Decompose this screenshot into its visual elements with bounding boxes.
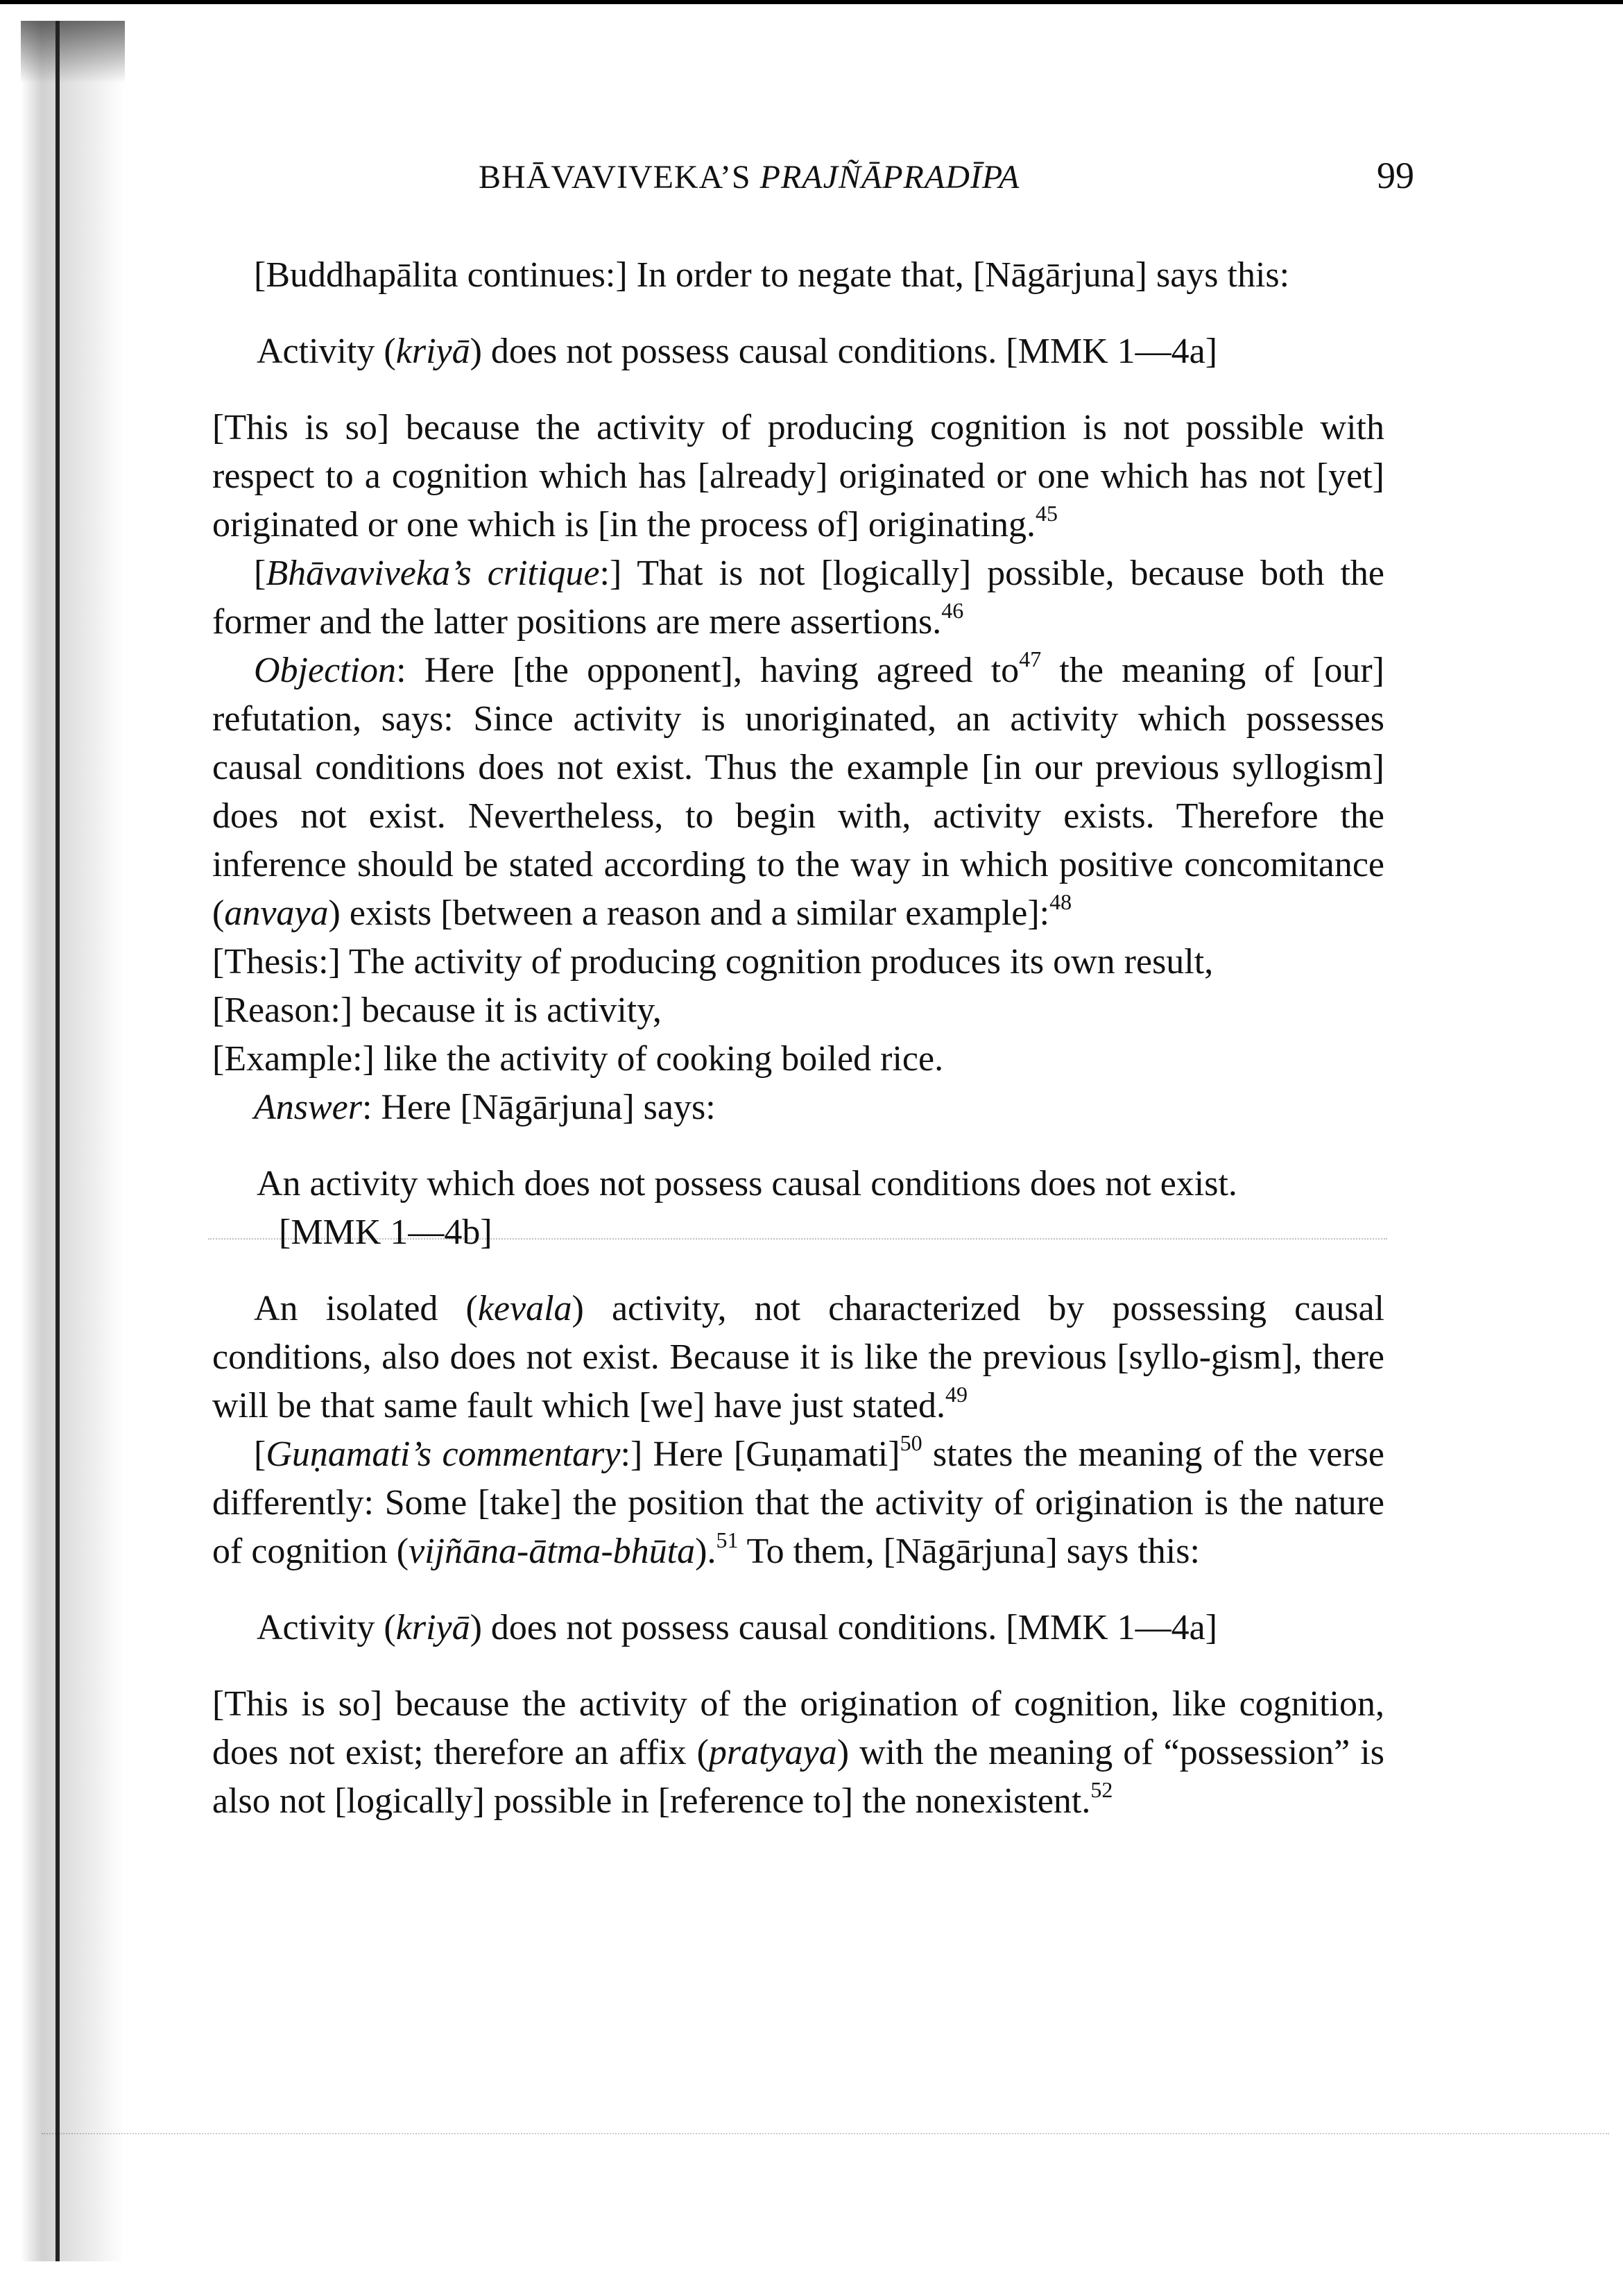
paragraph-text: [Buddhapālita continues:] In order to negate that, [Nāgārjuna] says this: (254, 255, 1290, 295)
verse-quote (212, 1604, 1384, 1652)
verse-quote (212, 1160, 1384, 1257)
paragraph-text: :] That is not [logically] possible, because both the former and the latter positions are mere assertions. (212, 554, 1385, 642)
paragraph-text: : Here [the opponent], having agreed to (396, 651, 1020, 690)
section-label: Answer (254, 1088, 362, 1127)
paragraph-text: [ (254, 554, 266, 593)
syllogism-example: [Example:] like the activity of cooking boiled rice. (212, 1039, 944, 1079)
binding-shadow-top (21, 21, 125, 83)
paragraph (212, 1083, 1384, 1132)
body-text (212, 251, 1384, 1826)
paragraph (212, 1430, 1384, 1576)
paragraph-text: the meaning of [our] refutation, says: Since activity is unoriginated, an activity which possesses causal conditions does not exist. Thus the example [in our previous syllogism] does not exist. Nevertheless, to begin with, activity exists. Therefore the inference should be stated according to the way in which positive concomitance ( (212, 651, 1384, 933)
paragraph-text: ) activity, not characterized by possessing causal conditions, also does not exist. Because it is like the previous [syllo-gism], there will be that same fault which [we] have just stated. (212, 1289, 1384, 1425)
verse-text: Activity ( (257, 332, 396, 371)
paragraph (212, 251, 1384, 300)
sanskrit-term: kevala (477, 1289, 572, 1328)
page-number: 99 (1377, 155, 1414, 196)
paragraph-text: :] Here [Guṇamati] (620, 1434, 900, 1474)
footnote-ref[interactable]: 47 (1019, 646, 1042, 671)
scan-artifact-line (42, 2133, 1609, 2134)
paragraph-text: [This is so] because the activity of the origination of cognition, like cognition, does not exist; therefore an affix ( (212, 1684, 1384, 1772)
verse-reference: [MMK 1—4b] (279, 1213, 492, 1252)
binding-shadow (21, 21, 125, 2261)
paragraph-text: To them, [Nāgārjuna] says this: (738, 1532, 1200, 1571)
sanskrit-term: kriyā (395, 1608, 470, 1647)
paragraph-text: [ (254, 1434, 266, 1474)
sanskrit-term: kriyā (395, 332, 470, 371)
verse-quote (212, 327, 1384, 376)
footnote-ref[interactable]: 45 (1036, 501, 1058, 526)
running-head (479, 158, 1020, 196)
paragraph-text: : Here [Nāgārjuna] says: (362, 1088, 716, 1127)
paragraph (212, 404, 1384, 549)
footnote-ref[interactable]: 51 (716, 1527, 739, 1552)
section-label: Objection (254, 651, 397, 690)
running-head-italic: PRAJÑĀPRADĪPA (759, 159, 1020, 196)
paragraph-text: ). (695, 1532, 716, 1571)
running-head-roman: BHĀVAVIVEKA’S (479, 159, 760, 196)
syllogism-thesis: [Thesis:] The activity of producing cognition produces its own result, (212, 942, 1214, 982)
footnote-ref[interactable]: 48 (1049, 889, 1072, 914)
paragraph (212, 1680, 1384, 1826)
binding-edge (55, 21, 60, 2261)
paragraph (212, 1285, 1384, 1430)
sanskrit-term: anvaya (224, 893, 329, 933)
verse-text: An activity which does not possess causal conditions does not exist. (257, 1164, 1237, 1203)
footnote-ref[interactable]: 50 (900, 1430, 922, 1455)
verse-text: ) does not possess causal conditions. [MMK 1—4a] (470, 332, 1218, 371)
paragraph-text: ) with the meaning of “possession” is also not [logically] possible in [reference to] the nonexistent. (212, 1733, 1384, 1821)
sanskrit-term: vijñāna-ātma-bhūta (409, 1532, 696, 1571)
footnote-ref[interactable]: 46 (941, 598, 964, 623)
section-label: Bhāvaviveka’s critique (266, 554, 600, 593)
paragraph (212, 646, 1384, 938)
footnote-ref[interactable]: 52 (1090, 1777, 1113, 1802)
footnote-ref[interactable]: 49 (945, 1382, 968, 1407)
paragraph-text: ) exists [between a reason and a similar example]: (328, 893, 1050, 933)
section-label: Guṇamati’s commentary (266, 1434, 621, 1474)
paragraph-text: states the meaning of the verse differently: Some [take] the position that the activity of origination is the nature of cognition ( (212, 1434, 1384, 1571)
verse-text: Activity ( (257, 1608, 396, 1647)
paragraph-text: [This is so] because the activity of producing cognition is not possible with respect to a cognition which has [already] originated or one which has not [yet] originated or one which is [in the process of] originating. (212, 408, 1384, 545)
verse-text: ) does not possess causal conditions. [MMK 1—4a] (470, 1608, 1218, 1647)
sanskrit-term: pratyaya (708, 1733, 837, 1772)
paragraph (212, 549, 1384, 646)
scan-top-border (0, 0, 1623, 4)
syllogism-reason: [Reason:] because it is activity, (212, 991, 662, 1030)
paragraph-text: An isolated ( (254, 1289, 478, 1328)
